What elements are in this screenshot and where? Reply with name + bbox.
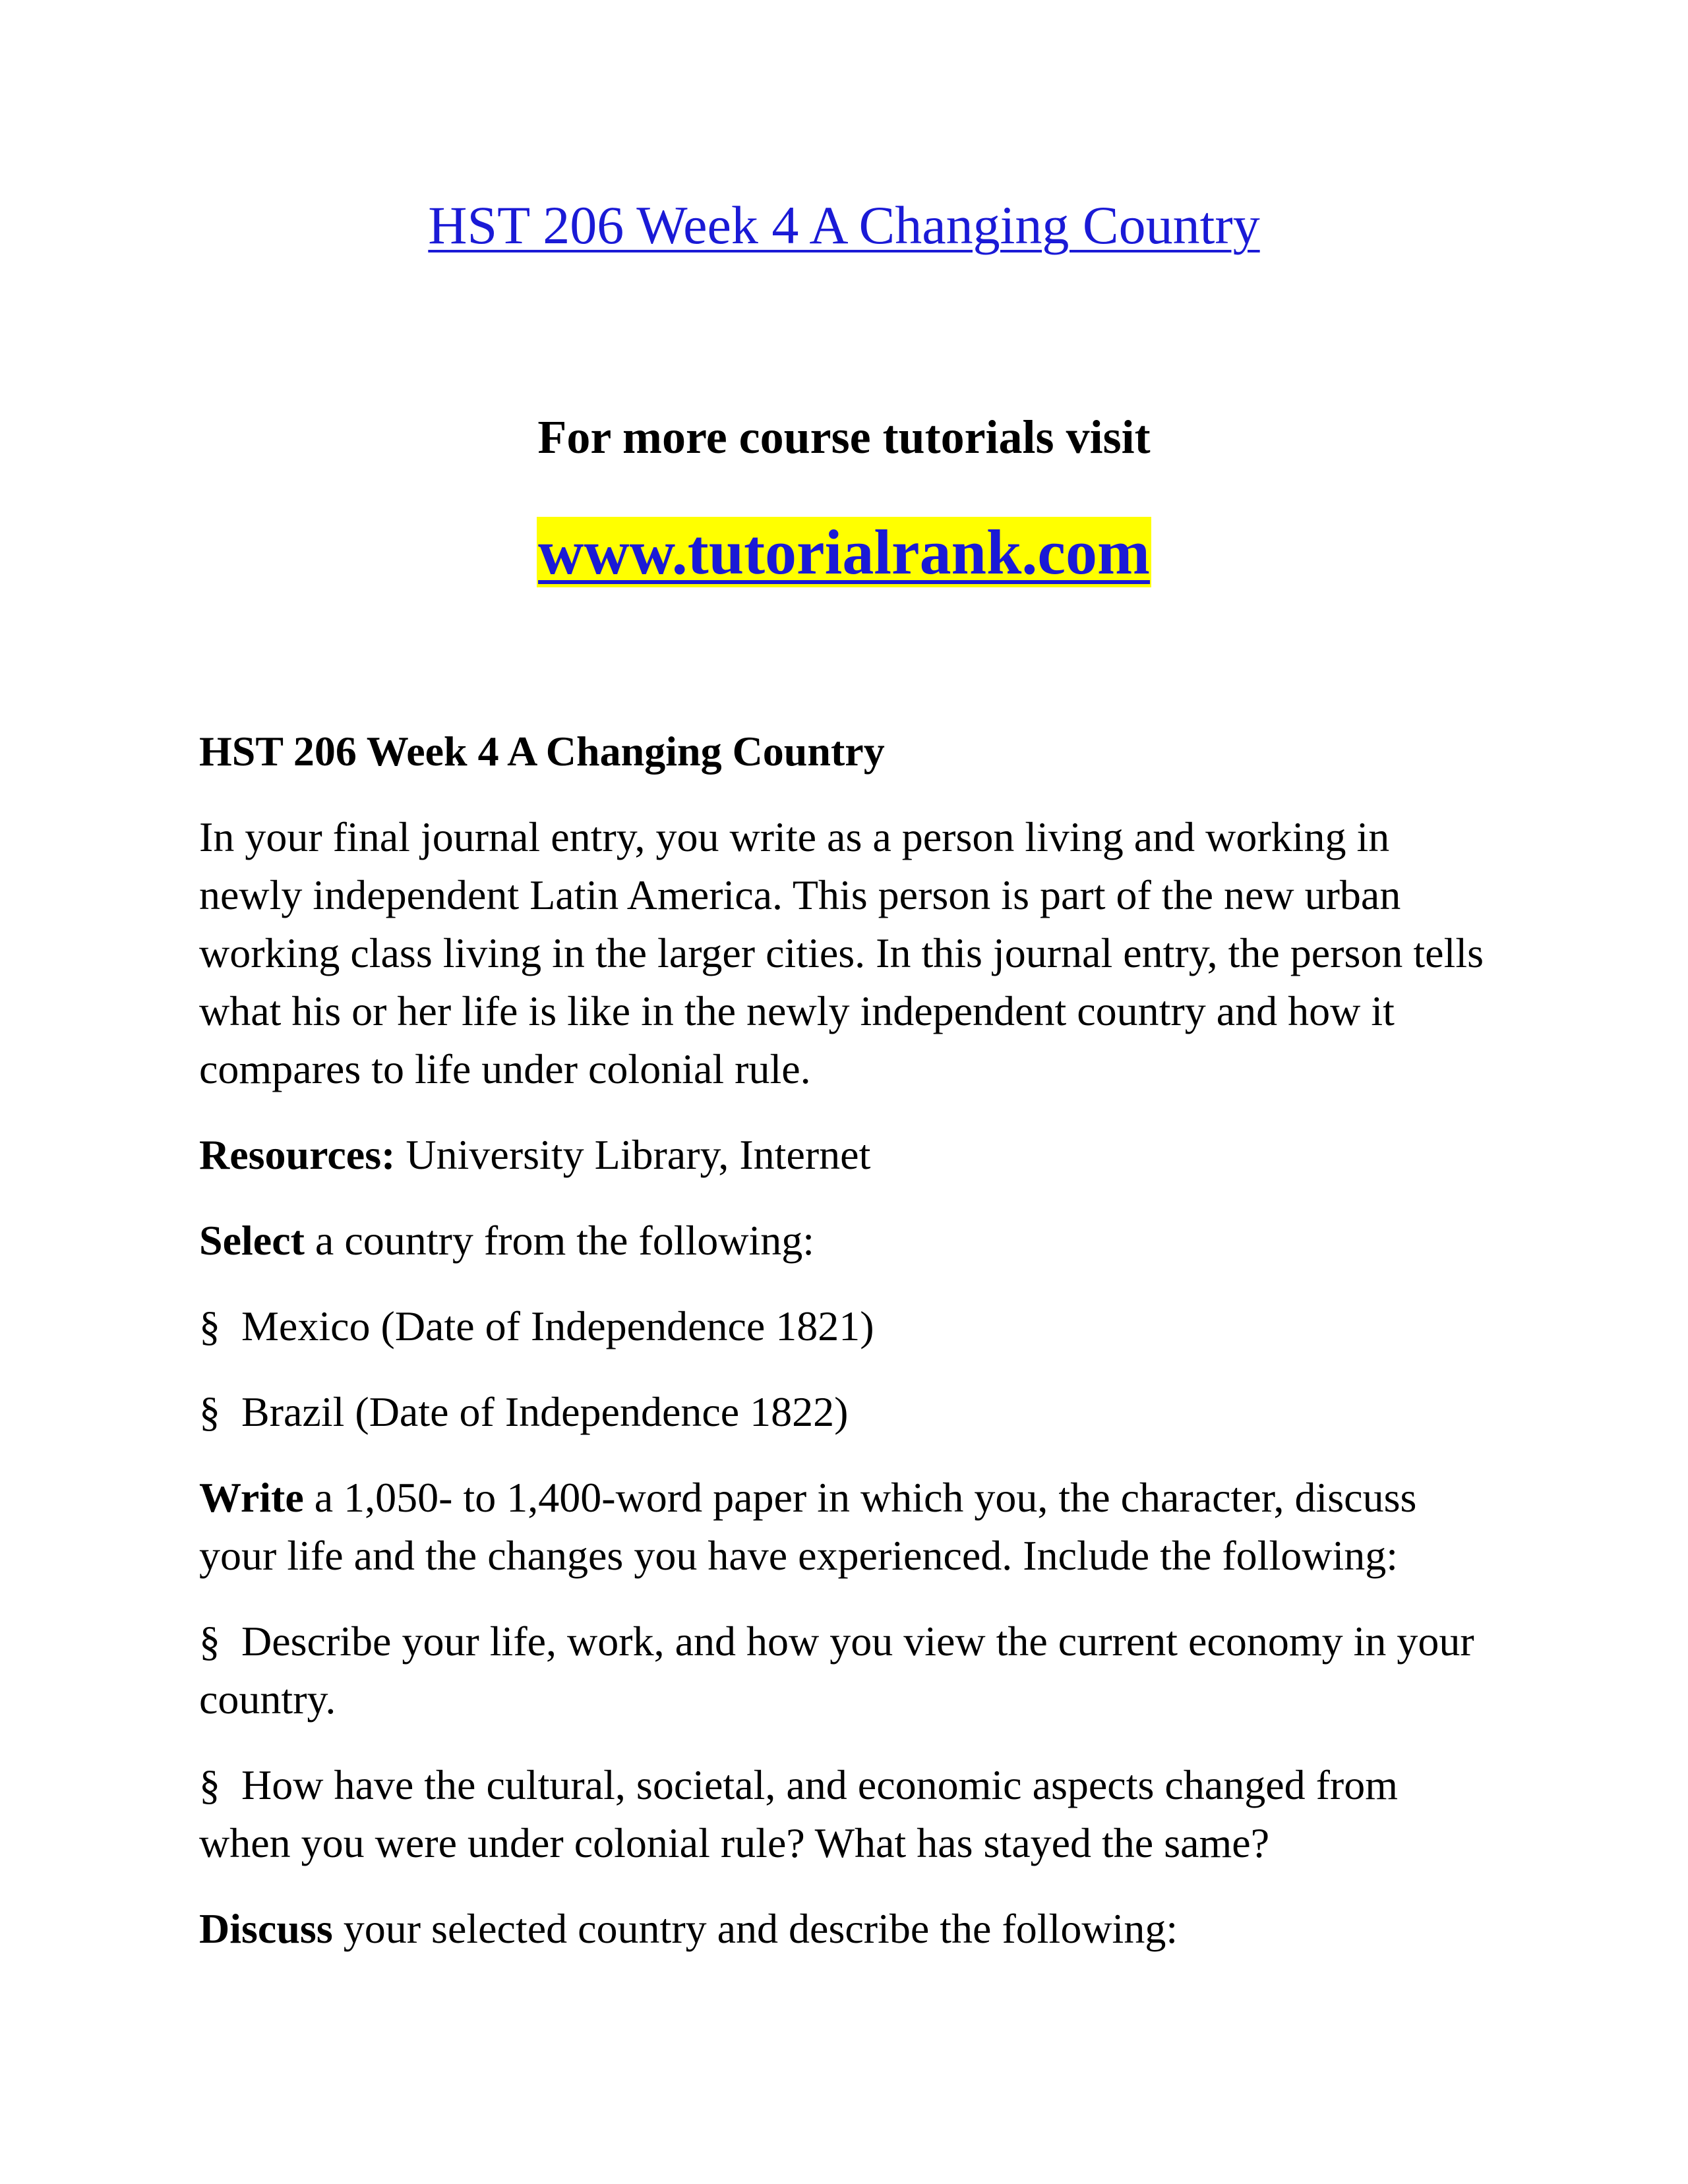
resources-text: University Library, Internet	[395, 1131, 871, 1178]
title-link-line	[0, 192, 1688, 258]
visit-text: For more course tutorials visit	[537, 411, 1151, 463]
write-paragraph	[199, 1469, 1492, 1585]
title-link[interactable]: HST 206 Week 4 A Changing Country	[428, 195, 1260, 255]
intro-paragraph: In your final journal entry, you write as a person living and working in newly independent Latin America. This person is part of the new urban working class living in the larger cities. In this journal entry, the person tells what his or her life is like in the newly independent country and how it compares to life under colonial rule.	[199, 813, 1484, 1092]
write-text: a 1,050- to 1,400-word paper in which you, the character, discuss your life and the changes you have experienced. Include the following:	[199, 1474, 1417, 1579]
site-link-line	[0, 514, 1688, 591]
resources-paragraph	[199, 1126, 1492, 1184]
country-option-mexico: Mexico (Date of Independence 1821)	[241, 1303, 874, 1349]
select-label: Select	[199, 1217, 305, 1264]
select-paragraph	[199, 1212, 1492, 1270]
section-sign-bullet: §	[199, 1618, 220, 1665]
list-item	[199, 1383, 1492, 1441]
list-item	[199, 1297, 1492, 1355]
question-changes: How have the cultural, societal, and economic aspects changed from when you were under colonial rule? What has stayed the same?	[199, 1761, 1398, 1866]
resources-label: Resources:	[199, 1131, 396, 1178]
discuss-label: Discuss	[199, 1905, 333, 1952]
site-link[interactable]: www.tutorialrank.com	[538, 517, 1150, 587]
list-item	[199, 1756, 1492, 1872]
discuss-text: your selected country and describe the following:	[332, 1905, 1178, 1952]
section-sign-bullet: §	[199, 1388, 220, 1435]
write-label: Write	[199, 1474, 304, 1521]
select-text: a country from the following:	[304, 1217, 815, 1264]
list-item	[199, 1612, 1492, 1728]
discuss-paragraph	[199, 1900, 1492, 1958]
country-option-brazil: Brazil (Date of Independence 1822)	[241, 1388, 849, 1435]
section-heading: HST 206 Week 4 A Changing Country	[199, 728, 885, 775]
question-life-work: Describe your life, work, and how you view the current economy in your country.	[199, 1618, 1474, 1723]
section-sign-bullet: §	[199, 1303, 220, 1349]
document-body	[199, 723, 1492, 1986]
section-sign-bullet: §	[199, 1761, 220, 1808]
